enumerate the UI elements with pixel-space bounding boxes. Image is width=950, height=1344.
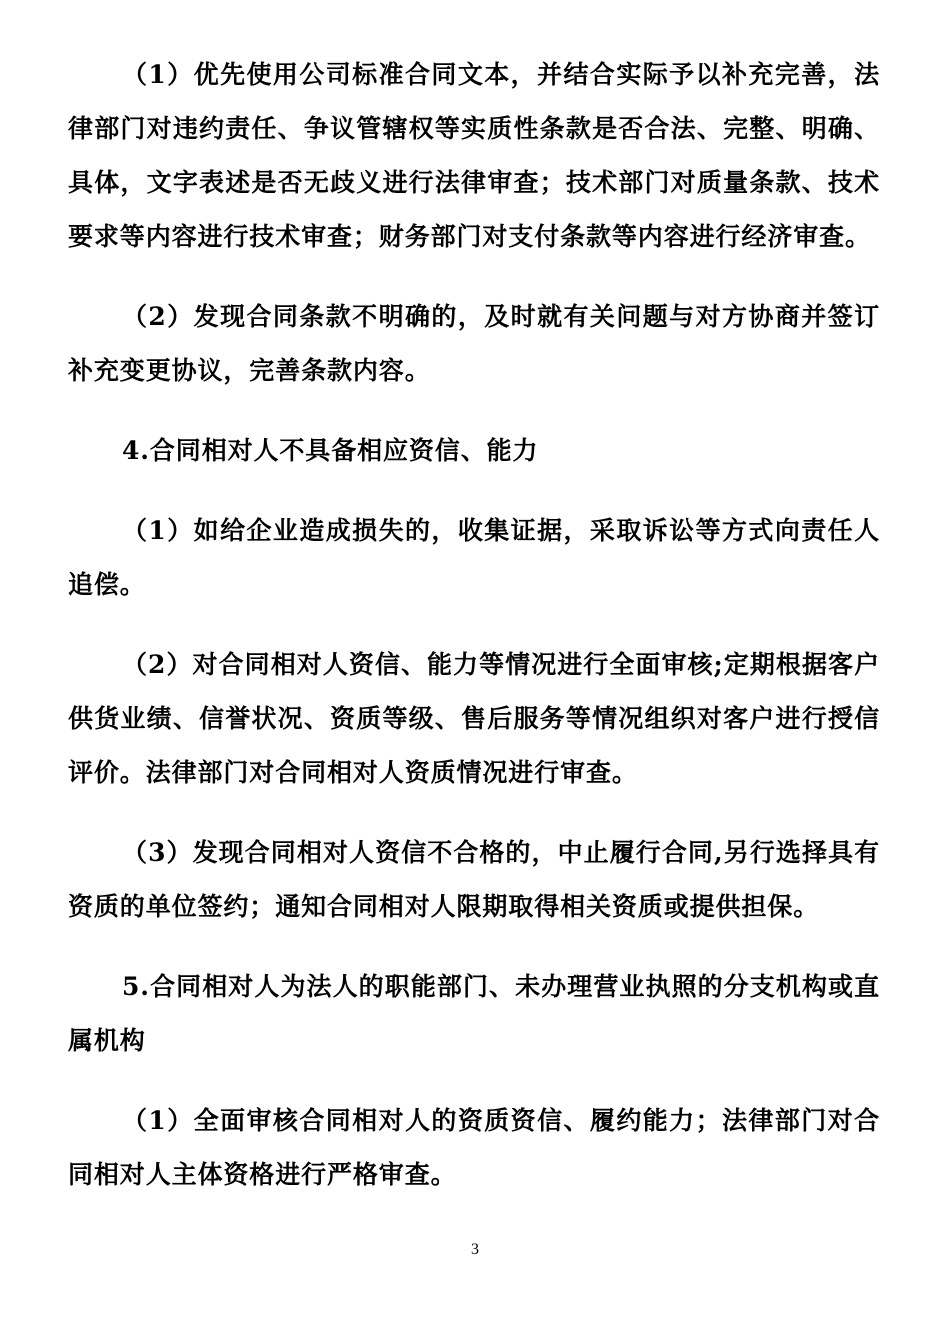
page-number: 3 (471, 1241, 479, 1258)
document-body (68, 48, 880, 1202)
paragraph-standard-contract-review: （1）优先使用公司标准合同文本，并结合实际予以补充完善，法律部门对违约责任、争议管辖权等实质性条款是否合法、完整、明确、具体，文字表述是否无歧义进行法律审查；技术部门对质量条款、技术要求等内容进行技术审查；财务部门对支付条款等内容进行经济审查。 (68, 60, 880, 251)
paragraph-loss-recovery: （1）如给企业造成损失的，收集证据，采取诉讼等方式向责任人追偿。 (68, 516, 880, 599)
paragraph-unqualified-counterparty: （3）发现合同相对人资信不合格的，中止履行合同,另行选择具有资质的单位签约；通知合同相对人限期取得相关资质或提供担保。 (68, 838, 880, 921)
section-heading-counterparty-credit: 4.合同相对人不具备相应资信、能力 (122, 436, 539, 465)
paragraph-subject-qualification-review: （1）全面审核合同相对人的资质资信、履约能力；法律部门对合同相对人主体资格进行严格审查。 (68, 1106, 880, 1189)
paragraph-credit-review: （2）对合同相对人资信、能力等情况进行全面审核;定期根据客户供货业绩、信誉状况、资质等级、售后服务等情况组织对客户进行授信评价。法律部门对合同相对人资质情况进行审查。 (68, 650, 880, 787)
paragraph-unclear-terms: （2）发现合同条款不明确的，及时就有关问题与对方协商并签订补充变更协议，完善条款内容。 (68, 302, 880, 385)
section-heading-functional-department: 5.合同相对人为法人的职能部门、未办理营业执照的分支机构或直属机构 (68, 972, 880, 1055)
